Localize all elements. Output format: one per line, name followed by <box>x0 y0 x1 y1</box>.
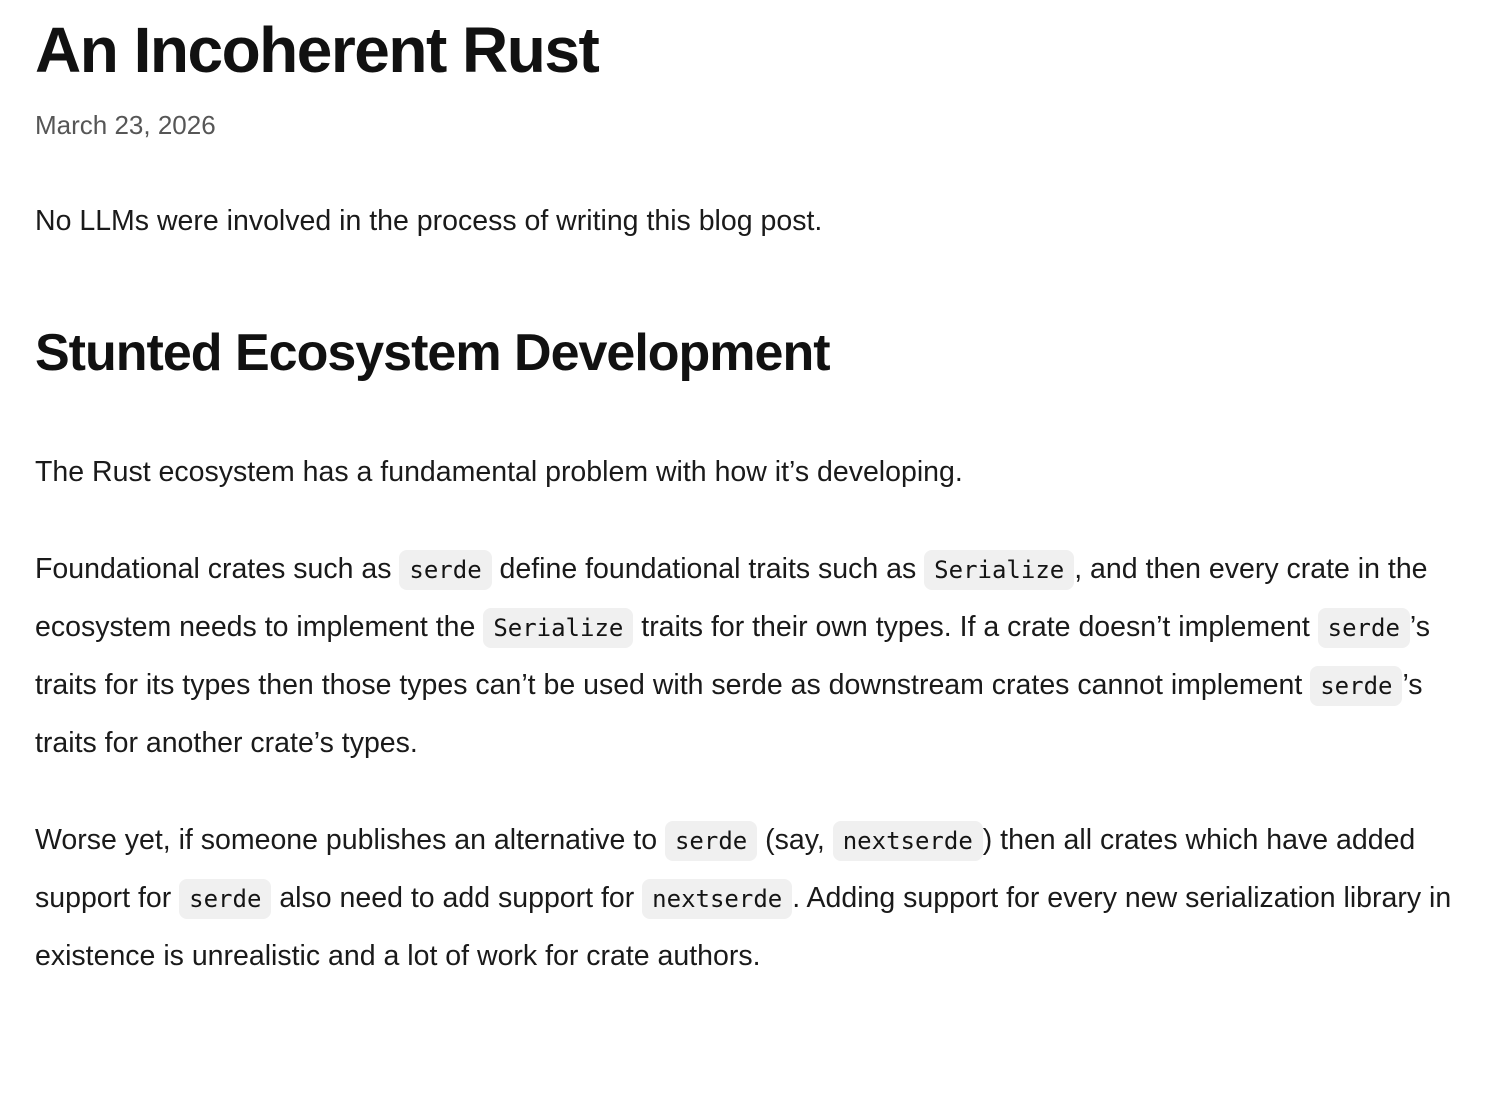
text-run: ’s traits for its types then those types can’t be used with serde as downstream crates cannot implement <box>35 611 1430 702</box>
text-run: traits for their own types. If a crate doesn’t implement <box>633 611 1318 644</box>
page-title: An Incoherent Rust <box>35 14 599 86</box>
text-run: ’s traits for another crate’s types. <box>35 669 1423 760</box>
text-run: also need to add support for <box>271 882 643 915</box>
text-run: (say, <box>757 824 833 857</box>
text-run: , and then every crate in the ecosystem needs to implement the <box>35 553 1428 644</box>
inline-code: serde <box>179 879 271 919</box>
inline-code: Serialize <box>924 550 1074 590</box>
inline-code: serde <box>1318 608 1410 648</box>
text-run: define foundational traits such as <box>491 553 925 586</box>
inline-code: nextserde <box>833 821 983 861</box>
intro-paragraph: No LLMs were involved in the process of writing this blog post. <box>35 204 823 237</box>
inline-code: nextserde <box>642 879 792 919</box>
inline-code: serde <box>399 550 491 590</box>
text-run: ) then all crates which have added support for <box>35 824 1416 915</box>
inline-code: Serialize <box>483 608 633 648</box>
section-heading: Stunted Ecosystem Development <box>35 323 830 382</box>
text-run: . Adding support for every new serialization library in existence is unrealistic and a lot of work for crate authors. <box>35 882 1452 973</box>
post-date: March 23, 2026 <box>35 109 216 140</box>
inline-code: serde <box>665 821 757 861</box>
text-run: Worse yet, if someone publishes an alternative to <box>35 824 665 857</box>
inline-code: serde <box>1310 666 1402 706</box>
text-run: Foundational crates such as <box>35 553 400 586</box>
paragraph-worse <box>35 812 1470 985</box>
lead-paragraph: The Rust ecosystem has a fundamental problem with how it’s developing. <box>35 456 963 489</box>
paragraph-foundational <box>35 541 1470 772</box>
